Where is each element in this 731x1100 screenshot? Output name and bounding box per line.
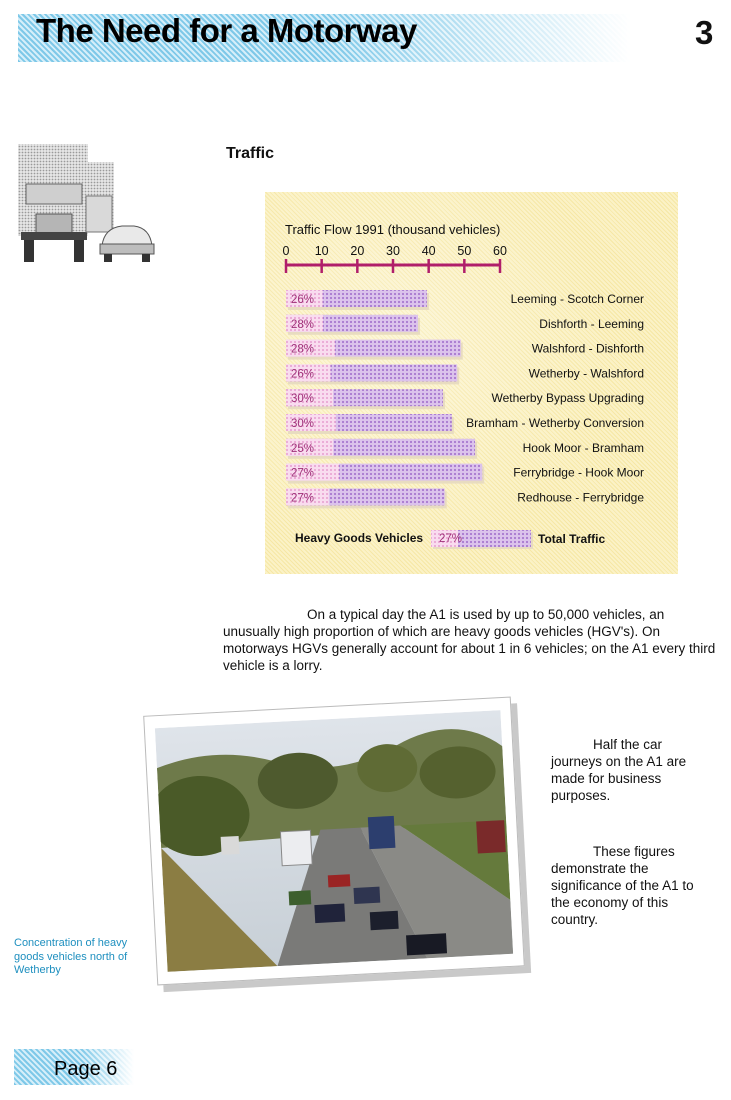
axis-tick-label: 0 [282,244,290,258]
category-label: Bramham - Wetherby Conversion [466,416,644,430]
hgv-percent-label: 30% [291,418,315,430]
bar-row [286,488,644,508]
hgv-percent-label: 27% [291,467,315,480]
side-text-1-content: Half the car journeys on the A1 are made for business purposes. [551,737,687,803]
hgv-percent-label: 28% [291,318,315,331]
category-label: Hook Moor - Bramham [522,440,644,455]
axis-tick-label: 50 [457,244,472,258]
legend-sample-label: 27% [439,533,463,545]
axis-tick-label: 30 [386,244,400,258]
section-heading: Traffic [226,145,275,162]
bar-row [286,439,644,459]
bar-row [286,464,644,484]
hgv-percent-label: 30% [291,393,315,406]
side-text-2-content: These figures demonstrate the significance of the A1 to the economy of this country. [551,844,694,927]
bar-row [286,340,644,360]
bar-row [286,290,644,310]
axis-tick-label: 40 [421,244,436,258]
category-label: Dishforth - Leeming [539,316,644,331]
category-label: Wetherby Bypass Upgrading [491,391,644,406]
legend-hgv-label: Heavy Goods Vehicles [295,531,424,545]
motorway-photo [143,697,525,986]
chart-title: Traffic Flow 1991 (thousand vehicles) [285,222,501,237]
photo-caption: Concentration of heavy goods vehicles north of Wetherby [14,937,128,976]
category-label: Wetherby - Walshford [528,366,644,381]
legend-total-label: Total Traffic [538,532,606,546]
category-label: Ferrybridge - Hook Moor [513,465,644,480]
side-text-2 [551,843,716,928]
body-paragraph-text: On a typical day the A1 is used by up to 50,000 vehicles, an unusually high proportion of which are heavy goods vehicles (HGV's). On motorways HGVs generally account for about 1 in 6 vehicles; on the A1 every third vehicle is a lorry. [223,607,716,673]
hgv-percent-label: 26% [291,368,315,381]
hgv-percent-label: 28% [291,343,315,356]
category-label: Leeming - Scotch Corner [510,292,644,306]
truck-icon [18,142,158,267]
hgv-percent-label: 27% [291,492,315,505]
chart-panel [265,192,678,574]
photo-image [155,710,513,972]
category-label: Walshford - Dishforth [531,341,644,356]
axis-tick-label: 20 [350,244,365,258]
page-title: The Need for a Motorway [36,12,417,49]
axis-tick-label: 60 [493,244,507,258]
bar-row [286,315,644,335]
traffic-flow-chart [265,192,678,574]
chapter-number: 3 [695,14,714,51]
side-text-1 [551,736,716,804]
body-paragraph [223,606,719,674]
category-label: Redhouse - Ferrybridge [517,490,644,505]
bar-row [286,364,644,384]
axis-tick-label: 10 [314,244,329,258]
hgv-percent-label: 25% [291,442,315,455]
bar-row [286,389,644,409]
hgv-percent-label: 26% [291,294,315,306]
page-number-label: Page 6 [54,1058,118,1080]
bar-row [286,414,644,434]
